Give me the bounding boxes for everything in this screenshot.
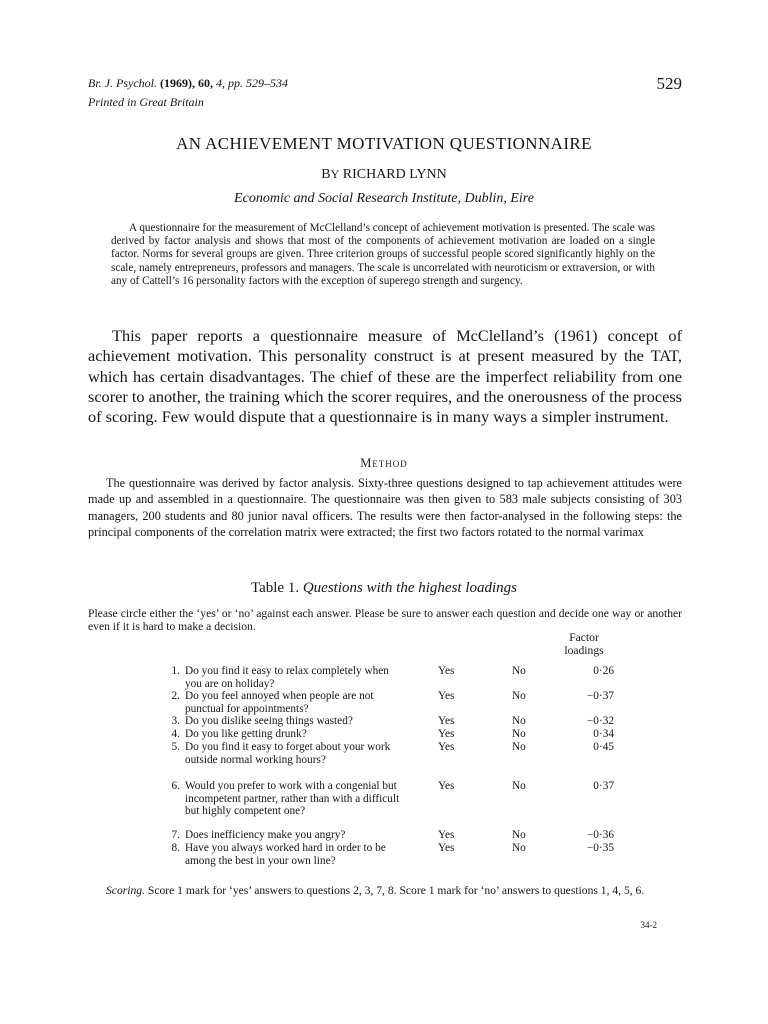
question-text: Do you feel annoyed when people are not punctual for appointments? [185,690,374,715]
footer-code: 34-2 [640,920,657,930]
factor-loading: 0·34 [593,728,614,740]
scoring-label: Scoring. [106,884,145,897]
yes-option: Yes [438,665,455,677]
yes-option: Yes [438,780,455,792]
byline [0,167,768,183]
method-paragraph: The questionnaire was derived by factor analysis. Sixty-three questions designed to tap achievement attitudes were made up and assembled in a questionnaire. The questionnaire was then given to 583 male subjects consisting of 303 managers, 200 students and 80 junior naval officers. The results were then factor-analysed in the following steps: the principal components of the correlation matrix were extracted; the first two factors rotated to the normal varimax [88,476,682,539]
yes-option: Yes [438,690,455,702]
factor-loading: −0·36 [586,829,614,841]
article-title: AN ACHIEVEMENT MOTIVATION QUESTIONNAIRE [176,134,592,153]
journal-volume: 60, [197,76,213,90]
journal-name: Br. J. Psychol. [88,76,157,90]
question-number: 1. [171,665,180,677]
question-text: Have you always worked hard in order to be among the best in your own line? [185,842,386,867]
yes-option: Yes [438,728,455,740]
factor-header-line2: loadings [564,644,604,658]
byline-smallcaps: Y [330,167,340,181]
author-name: RICHARD LYNN [339,167,447,182]
factor-loading: −0·37 [586,690,614,702]
question-text: Does inefficiency make you angry? [185,829,346,841]
intro-paragraph: This paper reports a questionnaire measure of McClelland’s (1961) concept of achievement motivation. This personality construct is at present measured by the TAT, which has certain disadvantages. The chief of these are the imperfect reliability from one scorer to another, the training which the scorer requires, and the onerousness of the process of scoring. Few would dispute that a questionnaire is in many ways a simpler instrument. [88,326,682,427]
question-text: Do you like getting drunk? [185,728,307,740]
question-number: 2. [171,690,180,702]
no-option: No [512,780,526,792]
page-number: 529 [656,74,682,93]
factor-loading: 0·26 [593,665,614,677]
yes-option: Yes [438,842,455,854]
journal-issue-pages: 4, pp. 529–534 [215,76,288,90]
printed-note: Printed in Great Britain [88,95,204,109]
affiliation: Economic and Social Research Institute, Dublin, Eire [234,191,534,206]
no-option: No [512,690,526,702]
table-title [0,580,768,597]
no-option: No [512,842,526,854]
question-number: 5. [171,741,180,753]
factor-loading: 0·37 [593,780,614,792]
scoring-note [88,884,682,899]
abstract: A questionnaire for the measurement of McClelland’s concept of achievement motivation is presented. The scale was derived by factor analysis and shows that most of the components of achievement motivation are loaded on a single factor. Norms for several groups are given. Three criterion groups of successful people scored significantly highly on the scale, namely entrepreneurs, professors and managers. The scale is uncorrelated with neuroticism or extraversion, or with any of Cattell’s 16 personality factors with the exception of superego strength and surgency. [111,222,655,287]
question-text: Would you prefer to work with a congenial but incompetent partner, rather than with a difficult but highly competent one? [185,780,400,818]
yes-option: Yes [438,715,455,727]
question-number: 3. [171,715,180,727]
question-number: 8. [171,842,180,854]
factor-loading: −0·35 [586,842,614,854]
factor-loading: 0·45 [593,741,614,753]
question-number: 4. [171,728,180,740]
citation [88,76,288,91]
no-option: No [512,829,526,841]
factor-loading: −0·32 [586,715,614,727]
method-heading: Method [360,456,408,470]
question-text: Do you find it easy to relax completely when you are on holiday? [185,665,389,690]
question-number: 6. [171,780,180,792]
question-text: Do you dislike seeing things wasted? [185,715,353,727]
table-title-italic: Questions with the highest loadings [302,580,518,596]
factor-header-line1: Factor [569,631,599,644]
factor-loadings-header [545,631,623,658]
no-option: No [512,741,526,753]
yes-option: Yes [438,829,455,841]
yes-option: Yes [438,741,455,753]
scoring-text: Score 1 mark for ‘yes’ answers to questions 2, 3, 7, 8. Score 1 mark for ‘no’ answers to questions 1, 4, 5, 6. [144,884,645,897]
no-option: No [512,728,526,740]
table-title-prefix: Table 1. [250,580,303,596]
journal-year: (1969), [159,76,195,90]
byline-prefix: B [321,167,331,182]
question-text: Do you find it easy to forget about your work outside normal working hours? [185,741,391,766]
no-option: No [512,715,526,727]
no-option: No [512,665,526,677]
question-number: 7. [171,829,180,841]
table-instructions: Please circle either the ‘yes’ or ‘no’ against each answer. Please be sure to answer each question and decide one way or another even if it is hard to make a decision. [88,607,682,634]
